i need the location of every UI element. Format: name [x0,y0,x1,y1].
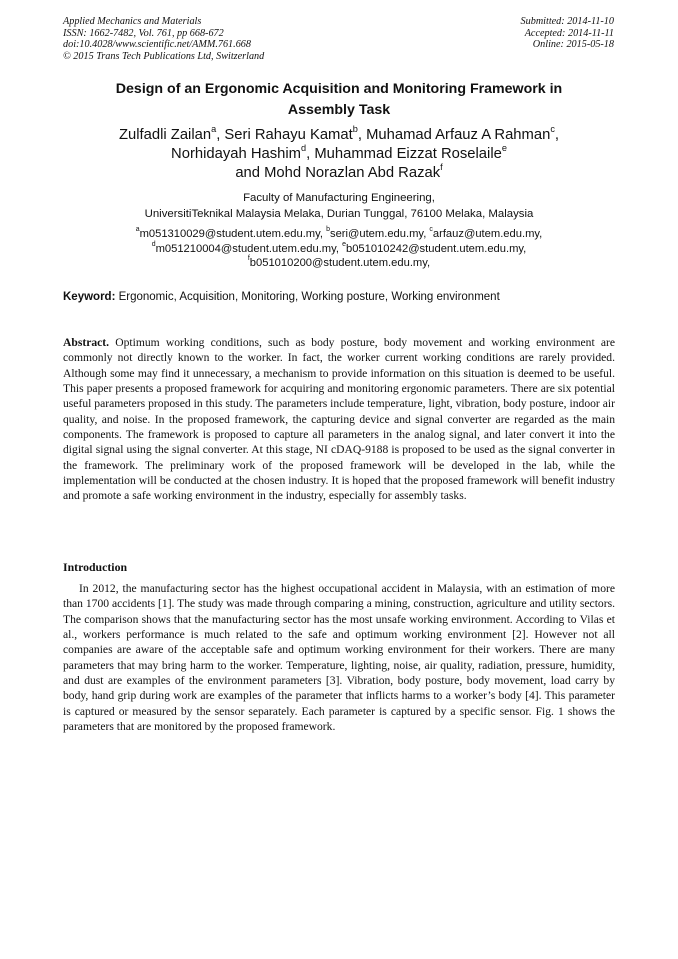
email-f[interactable]: b051010200@student.utem.edu.my, [249,257,431,269]
submitted-date: Submitted: 2014-11-10 [520,16,614,27]
author-name: Seri Rahayu Kamat [224,127,353,143]
author-name: Muhamad Arfauz A Rahman [366,127,551,143]
author-line-3 [63,161,615,183]
author-list [63,123,615,183]
journal-doi: doi:10.4028/www.scientific.net/AMM.761.668 [63,39,251,51]
email-c[interactable]: arfauz@utem.edu.my, [432,228,543,240]
title-line-2: Assembly Task [287,102,391,118]
affiliation-line-1: Faculty of Manufacturing Engineering, [243,192,435,204]
author-separator: , [216,127,225,143]
email-sup: b [326,226,330,234]
introduction-text: In 2012, the manufacturing sector has the highest occupational accident in Malaysia, with an estimation of more than 1700 accidents [1]. The study was made through comparing a mining, construction, agriculture and utility sectors. The comparison shows that the manufacturing sector has the most unsafe working environment. According to Vilas et al., workers performance is much related to the safe and optimum working environment [2]. However not all companies are aware of the acceptable safe and optimum working environment for their workers. There are many parameters that may bring harm to the worker. Temperature, lighting, noise, air quality, radiation, pressure, humidity, and dust are examples of the environment parameters [3]. Vibration, body posture, body movement, load carry by body, hand grip during work are examples of the parameter that inflicts harms to a worker’s body [4]. This parameter is captured or measured by the sensor separately. Each parameter is captured by a specific sensor. Fig. 1 shows the parameters that are monitored by the proposed framework. [63,582,615,734]
submission-dates [521,16,614,51]
email-sup: a [135,226,140,234]
author-sup: a [211,123,217,134]
author-name: Norhidayah Hashim [171,146,301,162]
author-sup: e [501,142,507,153]
author-sup: f [440,161,443,172]
email-b[interactable]: seri@utem.edu.my, [329,228,430,240]
keyword-text: Ergonomic, Acquisition, Monitoring, Working posture, Working environment [115,291,500,303]
online-date: Online: 2015-05-18 [532,39,614,51]
introduction-heading: Introduction [63,560,128,574]
author-emails [63,227,615,271]
journal-name: Applied Mechanics and Materials [63,16,202,27]
author-name: Zulfadli Zailan [118,127,212,143]
author-name: Muhammad Eizzat Roselaile [314,146,502,162]
keyword-label: Keyword: [63,291,116,303]
journal-issn: ISSN: 1662-7482, Vol. 761, pp 668-672 [63,27,224,39]
affiliation-line-2: UniversitiTeknikal Malaysia Melaka, Durian Tunggal, 76100 Melaka, Malaysia [144,207,534,220]
author-separator: , [357,127,367,143]
abstract-text: Optimum working conditions, such as body posture, body movement and working environment are commonly not directly known to the worker. In fact, the worker current working conditions are rarely provided. Although some may find it unnecessary, a mechanism to provide information on this situation is deemed to be useful. This paper presents a proposed framework for acquiring and monitoring ergonomic parameters. There are six potential useful parameters proposed in this study. The parameters include temperature, light, vibration, body posture, indoor air quality, and noise. In the proposed framework, the capturing device and signal converter are regarded as the main components. The framework is proposed to capture all parameters in the analog signal, and later convert it into the digital signal using the signal converter. At this stage, NI cDAQ-9188 is proposed to be used as the signal converter in the framework. The preliminary work of the proposed framework will be developed in the lab, while the implementation will be conducted at the chosen industry. It is hoped that the proposed framework will benefit industry and promote a safe working environment in the industry, especially for assembly tasks. [63,336,615,503]
abstract-label: Abstract. [63,336,110,349]
author-name: and Mohd Norazlan Abd Razak [235,165,441,181]
author-line-2 [63,142,615,164]
author-sup: d [301,142,307,153]
email-line-2 [63,242,615,257]
affiliation [63,191,615,222]
keywords [63,290,623,305]
email-e[interactable]: b051010242@student.utem.edu.my, [345,242,527,255]
email-sup: c [429,226,433,234]
email-line-1 [63,227,615,242]
journal-info [63,16,264,62]
paper-title [63,79,615,121]
title-line-1: Design of an Ergonomic Acquisition and Monitoring Framework in [115,81,563,97]
email-sup: e [342,240,346,248]
email-sup: f [247,255,250,263]
email-d[interactable]: m051210004@student.utem.edu.my, [155,242,343,255]
author-sup: c [550,123,555,134]
author-sup: b [352,123,358,134]
email-a[interactable]: m051310029@student.utem.edu.my, [139,228,327,240]
author-separator: , [306,146,315,162]
abstract [63,335,615,504]
author-line-1: Zulfadli Zailan$^a$, Seri Rahayu Kamat$^b$, Muhamad Arfauz A Rahman$^c$, [118,123,560,143]
email-sup: d [151,240,156,248]
journal-copyright: © 2015 Trans Tech Publications Ltd, Switzerland [63,50,265,62]
accepted-date: Accepted: 2014-11-11 [524,27,614,39]
email-line-3 [63,256,615,271]
